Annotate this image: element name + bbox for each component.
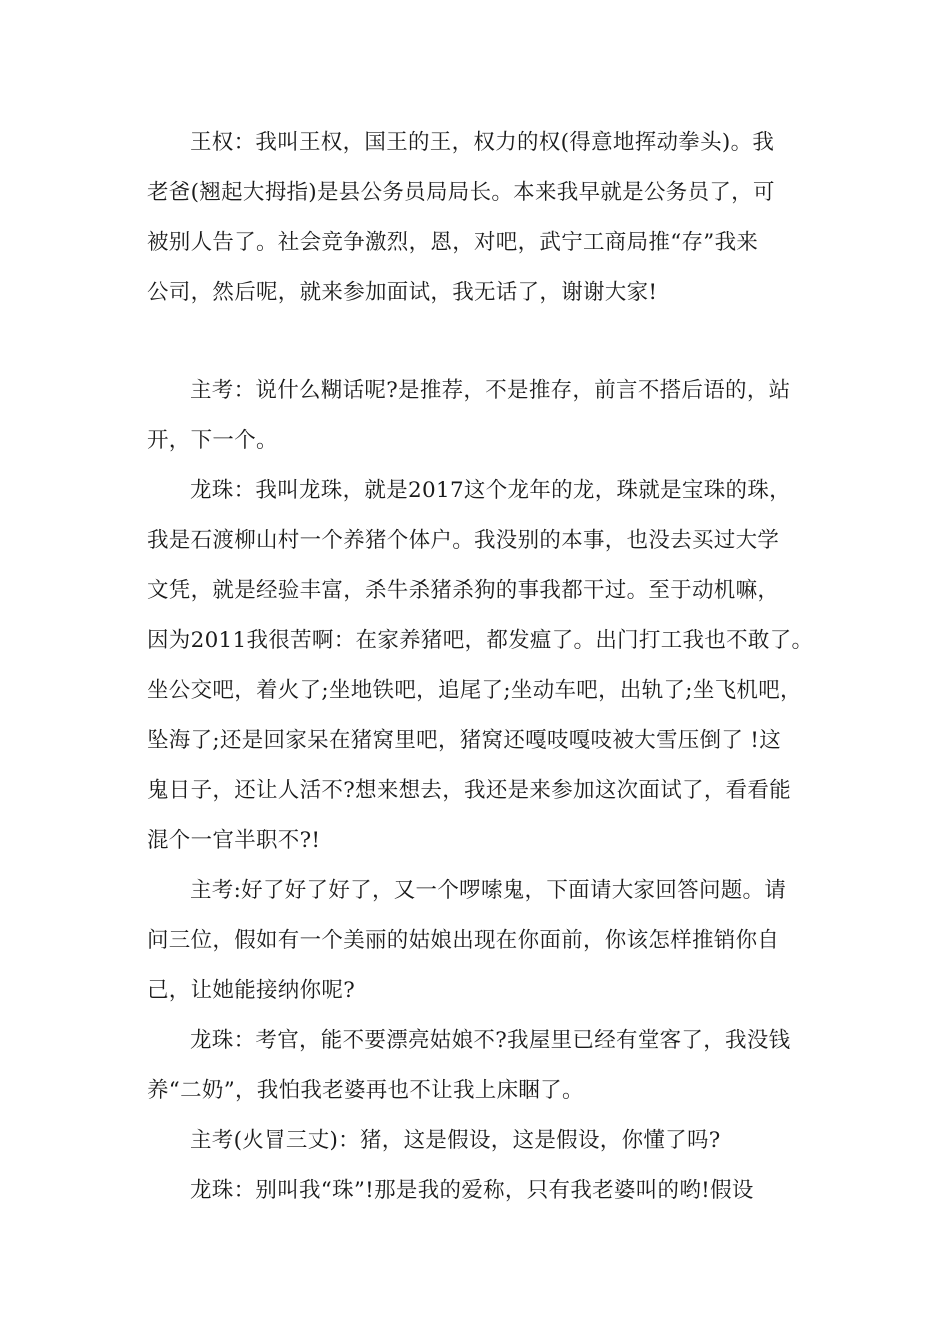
paragraph-3-line-1: 龙珠：我叫龙珠，就是2017这个龙年的龙，珠就是宝珠的珠， — [190, 478, 791, 503]
paragraph-1-line-1: 王权：我叫王权，国王的王，权力的权(得意地挥动拳头)。我 — [190, 130, 775, 155]
paragraph-3-line-8: 混个一官半职不?! — [147, 828, 321, 853]
paragraph-1-line-3: 被别人告了。社会竞争激烈，恩，对吧，武宁工商局推“存”我来 — [147, 230, 759, 255]
paragraph-2-line-1: 主考：说什么糊话呢?是推荐，不是推存，前言不搭后语的，站 — [190, 378, 791, 403]
paragraph-3-line-2: 我是石渡柳山村一个养猪个体户。我没别的本事，也没去买过大学 — [147, 528, 780, 553]
paragraph-6-line-1: 主考(火冒三丈)：猪，这是假设，这是假设，你懂了吗? — [190, 1128, 721, 1153]
paragraph-3-line-4: 因为2011我很苦啊：在家养猪吧，都发瘟了。出门打工我也不敢了。 — [147, 628, 814, 653]
paragraph-2-line-2: 开，下一个。 — [147, 428, 278, 453]
paragraph-3-line-3: 文凭，就是经验丰富，杀牛杀猪杀狗的事我都干过。至于动机嘛， — [147, 578, 780, 603]
paragraph-3-line-6: 坠海了;还是回家呆在猪窝里吧，猪窝还嘎吱嘎吱被大雪压倒了 !这 — [147, 728, 782, 753]
paragraph-7-line-1: 龙珠：别叫我“珠”!那是我的爱称，只有我老婆叫的哟!假设 — [190, 1178, 754, 1203]
paragraph-4-line-3: 己，让她能接纳你呢? — [147, 978, 356, 1003]
paragraph-1-line-4: 公司，然后呢，就来参加面试，我无话了，谢谢大家! — [147, 280, 658, 305]
paragraph-5-line-2: 养“二奶”，我怕我老婆再也不让我上床睏了。 — [147, 1078, 584, 1103]
paragraph-3-line-7: 鬼日子，还让人活不?想来想去，我还是来参加这次面试了，看看能 — [147, 778, 792, 803]
paragraph-1-line-2: 老爸(翘起大拇指)是县公务员局局长。本来我早就是公务员了，可 — [147, 180, 775, 205]
paragraph-4-line-1: 主考:好了好了好了，又一个啰嗦鬼，下面请大家回答问题。请 — [190, 878, 787, 903]
paragraph-4-line-2: 问三位，假如有一个美丽的姑娘出现在你面前，你该怎样推销你自 — [147, 928, 780, 953]
paragraph-3-line-5: 坐公交吧，着火了;坐地铁吧，追尾了;坐动车吧，出轨了;坐飞机吧， — [147, 678, 802, 703]
paragraph-5-line-1: 龙珠：考官，能不要漂亮姑娘不?我屋里已经有堂客了，我没钱 — [190, 1028, 791, 1053]
